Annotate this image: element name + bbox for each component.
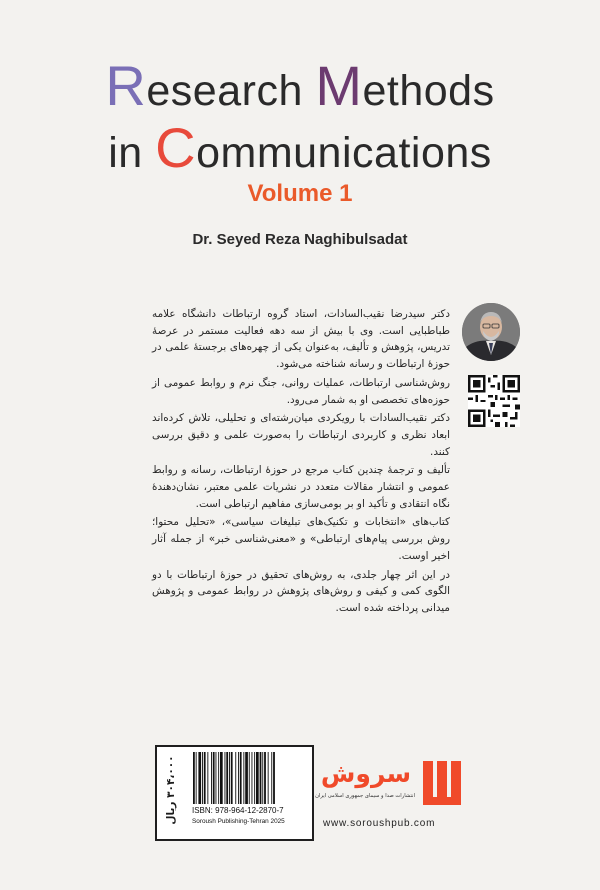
title-word-research: esearch	[146, 67, 316, 115]
bio-paragraph: تألیف و ترجمهٔ چندین کتاب مرجع در حوزهٔ ارتباطات، رسانه و روابط عمومی و انتشار مقالات متعدد در نشریات علمی معتبر، نشان‌دهندهٔ نگاه انتقادی و تأکید او بر بومی‌سازی مفاهیم ارتباطی است.	[152, 464, 450, 510]
title-line-1	[0, 54, 600, 117]
bio-paragraph: دکتر نقیب‌السادات با رویکردی میان‌رشته‌ای و تحلیلی، تلاش کرده‌اند ابعاد نظری و کاربردی ارتباطات را به‌صورت علمی و دقیق بررسی کنند.	[152, 412, 450, 458]
publisher-subtitle: انتشارات صدا و سیمای جمهوری اسلامی ایران	[315, 793, 415, 799]
title-word-in: in	[108, 129, 156, 177]
title-cap-r: R	[105, 54, 147, 117]
title-cap-m: M	[315, 54, 363, 117]
bio-paragraph: کتاب‌های «انتخابات و تکنیک‌های تبلیغات سیاسی»، «تحلیل محتوا؛ روش بررسی پیام‌های ارتباطی» و «معنی‌شناسی خبر» از جمله آثار اخیر اوست.	[152, 516, 450, 562]
title-word-methods: ethods	[362, 67, 495, 115]
barcode-block	[155, 745, 314, 841]
title-cap-c: C	[155, 116, 197, 179]
bio-paragraph: در این اثر چهار جلدی، به روش‌های تحقیق در حوزهٔ ارتباطات با دو الگوی کمی و کیفی و روش‌های پژوهش در روابط عمومی و پژوهش میدانی پرداخته شده است.	[152, 568, 450, 614]
title-word-communications: ommunications	[196, 129, 492, 177]
author-name: Dr. Seyed Reza Naghibulsadat	[192, 231, 408, 248]
barcode-icon	[192, 752, 310, 804]
publisher-website: www.soroushpub.com	[323, 818, 436, 829]
bio-paragraph: دکتر سیدرضا نقیب‌السادات، استاد گروه ارتباطات دانشگاه علامه طباطبایی است. وی با بیش از سه دهه فعالیت مستمر در عرصهٔ تدریس، پژوهش و تألیف، به‌عنوان یکی از چهره‌های برجستهٔ علمی در حوزهٔ ارتباطات و رسانه شناخته می‌شود.	[152, 308, 450, 371]
qr-code-icon	[468, 375, 520, 427]
isbn-text: ISBN: 978-964-12-2870-7	[192, 806, 284, 815]
publisher-imprint-line: Soroush Publishing-Tehran 2025	[192, 818, 285, 825]
author-biography	[152, 306, 450, 619]
publisher-logo	[307, 757, 477, 817]
author-photo	[462, 303, 520, 361]
volume-label: Volume 1	[247, 180, 353, 207]
publisher-logo-icon	[421, 757, 463, 809]
price-label: ۳۰۴،۰۰۰ ریال	[165, 755, 177, 825]
bio-paragraph: روش‌شناسی ارتباطات، عملیات روانی، جنگ نرم و روابط عمومی از حوزه‌های تخصصی او به شمار می‌رود.	[152, 376, 450, 406]
publisher-name: سروش	[320, 759, 412, 788]
title-line-2	[0, 116, 600, 179]
